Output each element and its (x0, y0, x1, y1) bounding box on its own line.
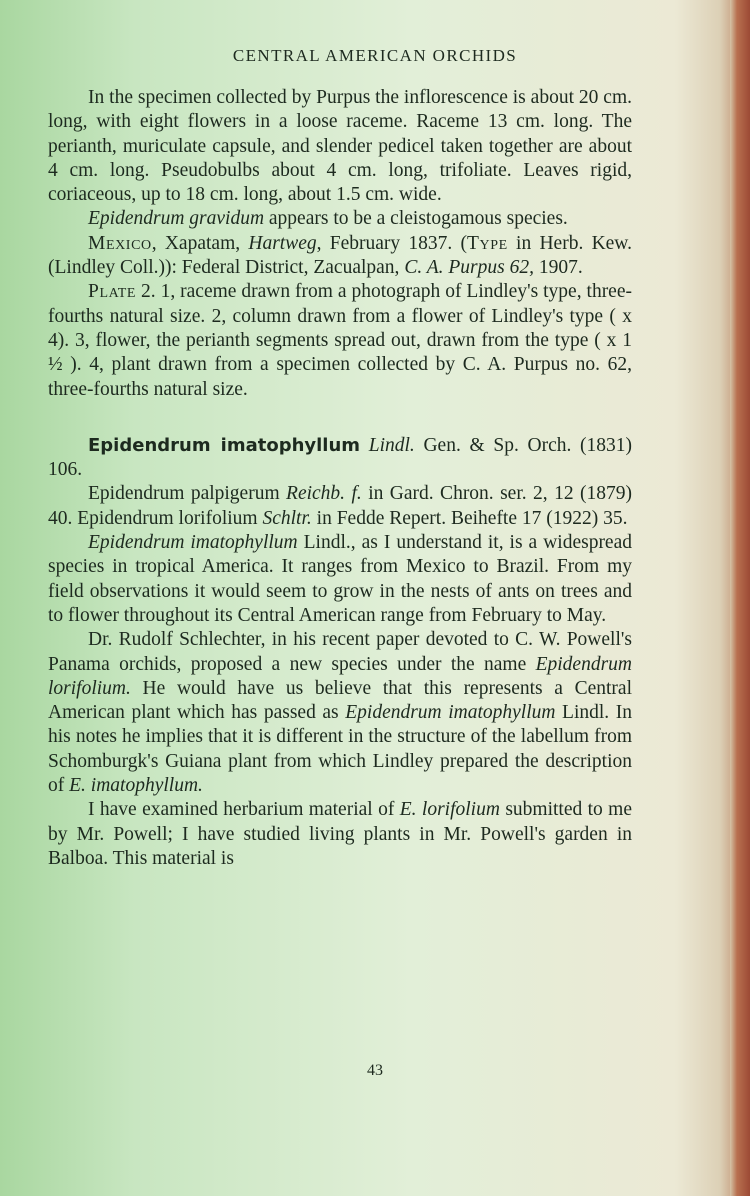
paragraph-plate-caption: Plate 2. 1, raceme drawn from a photograph of Lindley's type, three-fourths natural size. 2, column drawn from a flower of Lindley's type ( x 4). 3, flower, the perianth segments spread out, drawn from the type ( x 1 ½ ). 4, plant drawn from a specimen collected by C. A. Purpus no. 62, three-fourths natural size. (48, 281, 632, 400)
paragraph-synonyms: Epidendrum palpigerum Reichb. f. in Gard. Chron. ser. 2, 12 (1879) 40. Epidendrum lorifolium Schltr. in Fedde Repert. Beihefte 17 (1922) 35. (48, 483, 632, 529)
running-title: CENTRAL AMERICAN ORCHIDS (232, 46, 518, 65)
paragraph-schlechter: Dr. Rudolf Schlechter, in his recent paper devoted to C. W. Powell's Panama orchids, proposed a new species under the name Epidendrum lorifolium. He would have us believe that this represents a Central American plant which has passed as Epidendrum imatophyllum Lindl. In his notes he implies that it is different in the structure of the labellum from Schomburgk's Guiana plant from which Lindley prepared the description of E. imatophyllum. (48, 629, 632, 797)
paragraph-specimen-description: In the specimen collected by Purpus the inflorescence is about 20 cm. long, with eight flowers in a loose raceme. Raceme 13 cm. long. The perianth, muriculate capsule, and slender pedicel taken together are about 4 cm. long. Pseudobulbs about 4 cm. long, trifoliate. Leaves rigid, coriaceous, up to 18 cm. long, about 1.5 cm. wide. (48, 87, 632, 206)
paragraph-examined-material: I have examined herbarium material of E. lorifolium submitted to me by Mr. Powell; I have studied living plants in Mr. Powell's garden in Balboa. This material is (48, 799, 633, 869)
paragraph-cleistogamous: Epidendrum gravidum appears to be a cleistogamous species. (88, 208, 568, 230)
species-heading: Epidendrum imatophyllum Lindl. Gen. & Sp. Orch. (1831) 106. (48, 434, 633, 481)
body-text (48, 86, 632, 871)
paragraph-distribution: Epidendrum imatophyllum Lindl., as I understand it, is a widespread species in tropical America. It ranges from Mexico to Brazil. From my field observations it would seem to grow in the nests of ants on trees and to flower throughout its Central American range from February to May. (48, 532, 632, 626)
book-binding-edge (730, 0, 750, 1196)
page-number: 43 (367, 1062, 383, 1079)
paragraph-type-locality: Mexico, Xapatam, Hartweg, February 1837. (Type in Herb. Kew.(Lindley Coll.)): Federal District, Zacualpan, C. A. Purpus 62, 1907. (48, 232, 632, 279)
